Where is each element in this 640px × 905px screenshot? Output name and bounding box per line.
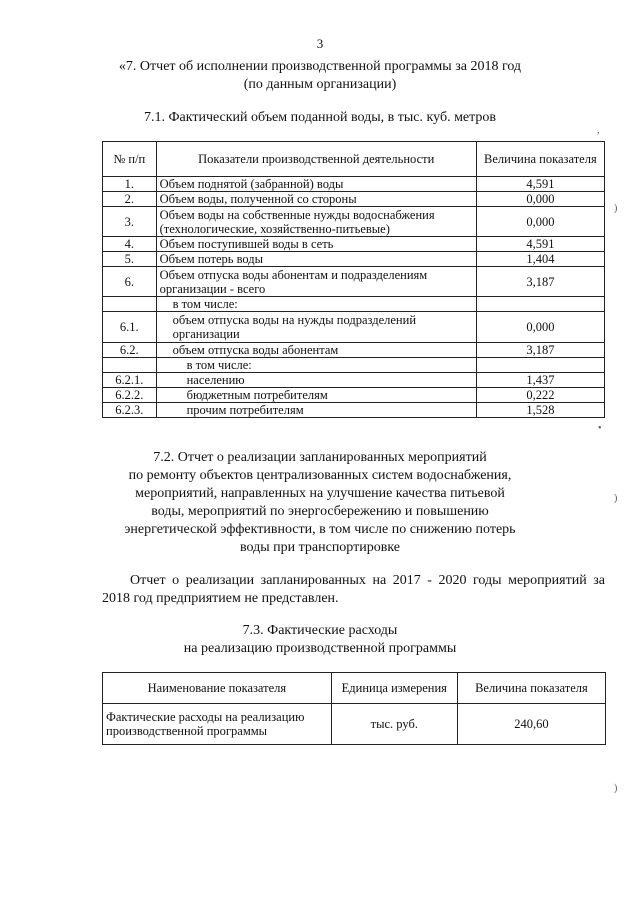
row-number: 2. <box>103 192 157 207</box>
section-7-3-heading-line1: 7.3. Фактические расходы <box>242 623 398 638</box>
row-number: 6.2.1. <box>103 373 157 388</box>
table-row <box>103 388 605 403</box>
row-unit: тыс. руб. <box>331 704 457 745</box>
section-7-2-heading-line1: 7.2. Отчет о реализации запланированных мероприятий <box>153 450 487 465</box>
row-indicator: Объем воды, полученной со стороны <box>156 192 476 207</box>
document-title-line2: (по данным организации) <box>243 77 397 92</box>
document-title-line1: «7. Отчет об исполнении производственной программы за 2018 год <box>118 59 522 74</box>
section-7-2-heading-line3: мероприятий, направленных на улучшение качества питьевой <box>135 486 505 501</box>
table-row <box>103 312 605 343</box>
row-indicator: прочим потребителям <box>156 403 476 418</box>
table-row <box>103 177 605 192</box>
row-number <box>103 297 157 312</box>
section-7-2-paragraph: Отчет о реализации запланированных на 2017 - 2020 годы мероприятий за 2018 год предприятием не представлен. <box>102 573 605 606</box>
table-row <box>103 373 605 388</box>
table-row <box>103 297 605 312</box>
section-7-2-heading-line5: энергетической эффективности, в том числе по снижению потерь <box>124 522 516 537</box>
table-row <box>103 207 605 237</box>
table-row <box>103 403 605 418</box>
row-indicator: Объем потерь воды <box>156 252 476 267</box>
page-number: 3 <box>316 36 324 51</box>
row-number: 6. <box>103 267 157 297</box>
column-header-value: Величина показателя <box>476 142 604 177</box>
row-indicator: бюджетным потребителям <box>156 388 476 403</box>
row-number: 6.2.3. <box>103 403 157 418</box>
row-value: 4,591 <box>476 177 604 192</box>
column-header-unit: Единица измерения <box>331 673 457 704</box>
row-value: 1,437 <box>476 373 604 388</box>
row-indicator: Объем отпуска воды абонентам и подразделениям организации - всего <box>156 267 476 297</box>
row-number: 1. <box>103 177 157 192</box>
row-indicator: объем отпуска воды абонентам <box>156 343 476 358</box>
row-indicator: объем отпуска воды на нужды подразделений организации <box>156 312 476 343</box>
row-indicator: Объем воды на собственные нужды водоснабжения (технологические, хозяйственно-питьевые) <box>156 207 476 237</box>
scan-mark: • <box>598 423 602 434</box>
row-value: 240,60 <box>457 704 605 745</box>
row-indicator: Объем поднятой (забранной) воды <box>156 177 476 192</box>
section-7-2-heading-line4: воды, мероприятий по энергосбережению и повышению <box>151 504 489 519</box>
section-7-2-heading-line2: по ремонту объектов централизованных систем водоснабжения, <box>128 468 512 483</box>
row-value: 0,000 <box>476 207 604 237</box>
row-value: 3,187 <box>476 343 604 358</box>
row-value: 0,222 <box>476 388 604 403</box>
column-header-indicator: Показатели производственной деятельности <box>156 142 476 177</box>
section-7-1-heading: 7.1. Фактический объем поданной воды, в тыс. куб. метров <box>143 110 497 125</box>
row-number <box>103 358 157 373</box>
row-number: 5. <box>103 252 157 267</box>
scan-mark: , <box>597 125 600 136</box>
scan-mark: ) <box>614 203 618 214</box>
table-header-row <box>103 673 606 704</box>
row-number: 4. <box>103 237 157 252</box>
expenses-table <box>102 672 606 745</box>
table-row <box>103 267 605 297</box>
row-indicator: в том числе: <box>156 297 476 312</box>
table-row <box>103 252 605 267</box>
table-row <box>103 343 605 358</box>
row-value: 4,591 <box>476 237 604 252</box>
water-volume-table <box>102 141 605 418</box>
row-number: 6.2.2. <box>103 388 157 403</box>
row-name: Фактические расходы на реализацию производственной программы <box>103 704 332 745</box>
row-number: 6.2. <box>103 343 157 358</box>
row-value: 1,528 <box>476 403 604 418</box>
column-header-value: Величина показателя <box>457 673 605 704</box>
scan-mark: ) <box>614 783 618 794</box>
table-header-row <box>103 142 605 177</box>
section-7-3-heading-line2: на реализацию производственной программы <box>183 641 457 656</box>
table-row <box>103 192 605 207</box>
table-row <box>103 704 606 745</box>
table-row <box>103 358 605 373</box>
column-header-name: Наименование показателя <box>103 673 332 704</box>
section-7-2-heading-line6: воды при транспортировке <box>239 540 401 555</box>
row-indicator: Объем поступившей воды в сеть <box>156 237 476 252</box>
row-value: 1,404 <box>476 252 604 267</box>
scan-mark: ) <box>614 493 618 504</box>
column-header-number: № п/п <box>103 142 157 177</box>
table-row <box>103 237 605 252</box>
row-indicator: в том числе: <box>156 358 476 373</box>
row-value: 0,000 <box>476 192 604 207</box>
row-indicator: населению <box>156 373 476 388</box>
row-value: 0,000 <box>476 312 604 343</box>
row-number: 6.1. <box>103 312 157 343</box>
row-value: 3,187 <box>476 267 604 297</box>
row-value <box>476 297 604 312</box>
row-number: 3. <box>103 207 157 237</box>
row-value <box>476 358 604 373</box>
